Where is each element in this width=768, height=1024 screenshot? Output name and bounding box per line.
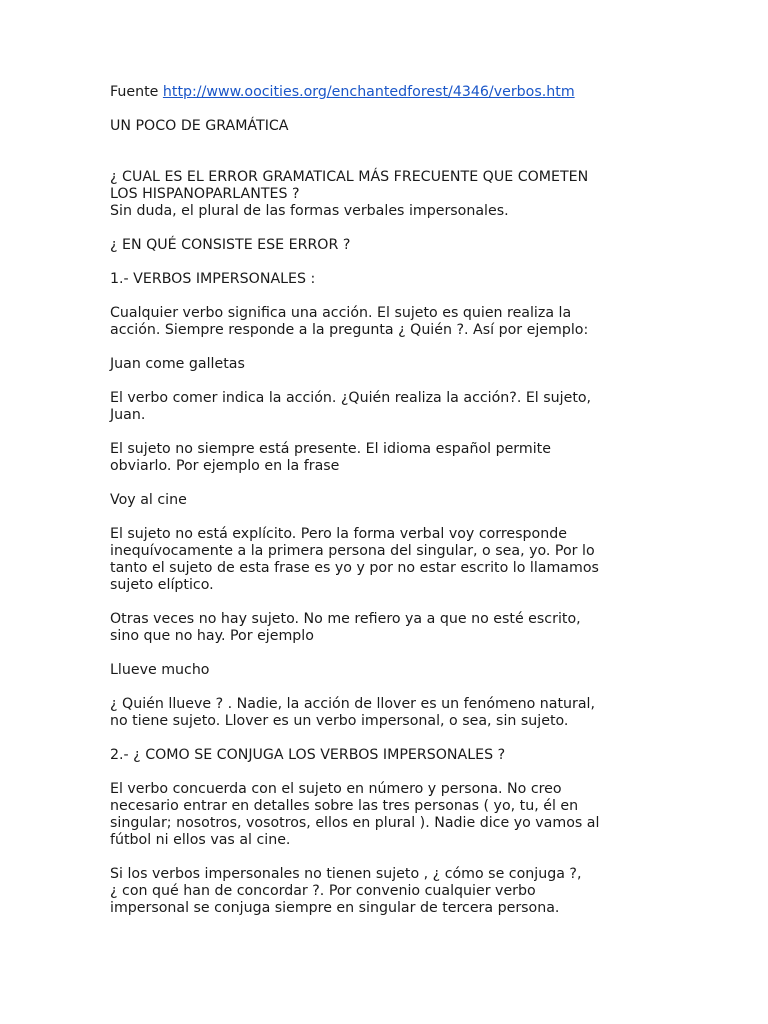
example-2: Voy al cine — [110, 492, 187, 508]
question-2: ¿ EN QUÉ CONSISTE ESE ERROR ? — [110, 237, 351, 253]
paragraph-4-line-3: tanto el sujeto de esta frase es yo y por no estar escrito lo llamamos — [110, 560, 599, 576]
paragraph-8 — [110, 866, 655, 917]
paragraph-1-line-1: Cualquier verbo significa una acción. El sujeto es quien realiza la — [110, 305, 572, 321]
paragraph-5-line-2: sino que no hay. Por ejemplo — [110, 628, 314, 644]
question-1-answer: Sin duda, el plural de las formas verbales impersonales. — [110, 203, 509, 219]
paragraph-7-line-2: necesario entrar en detalles sobre las tres personas ( yo, tu, él en — [110, 798, 579, 814]
paragraph-6 — [110, 696, 655, 730]
paragraph-1 — [110, 305, 655, 339]
paragraph-7-line-1: El verbo concuerda con el sujeto en número y persona. No creo — [110, 781, 562, 797]
paragraph-5 — [110, 611, 655, 645]
document-title: UN POCO DE GRAMÁTICA — [110, 118, 289, 134]
source-link[interactable]: http://www.oocities.org/enchantedforest/4346/verbos.htm — [162, 84, 575, 100]
paragraph-4-line-1: El sujeto no está explícito. Pero la forma verbal voy corresponde — [110, 526, 567, 542]
paragraph-5-line-1: Otras veces no hay sujeto. No me refiero ya a que no esté escrito, — [110, 611, 581, 627]
paragraph-7 — [110, 781, 655, 849]
section-2-heading: 2.- ¿ COMO SE CONJUGA LOS VERBOS IMPERSONALES ? — [110, 747, 506, 763]
question-1 — [110, 169, 655, 220]
paragraph-4 — [110, 526, 655, 594]
source-label: Fuente — [110, 84, 159, 100]
paragraph-3 — [110, 441, 655, 475]
source-line — [110, 84, 655, 101]
paragraph-6-line-1: ¿ Quién llueve ? . Nadie, la acción de llover es un fenómeno natural, — [110, 696, 595, 712]
paragraph-3-line-2: obviarlo. Por ejemplo en la frase — [110, 458, 340, 474]
paragraph-2-line-2: Juan. — [110, 407, 146, 423]
question-1-line-2: LOS HISPANOPARLANTES ? — [110, 186, 300, 202]
paragraph-2 — [110, 390, 655, 424]
paragraph-7-line-3: singular; nosotros, vosotros, ellos en plural ). Nadie dice yo vamos al — [110, 815, 600, 831]
paragraph-6-line-2: no tiene sujeto. Llover es un verbo impersonal, o sea, sin sujeto. — [110, 713, 569, 729]
paragraph-8-line-1: Si los verbos impersonales no tienen sujeto , ¿ cómo se conjuga ?, — [110, 866, 582, 882]
question-1-line-1: ¿ CUAL ES EL ERROR GRAMATICAL MÁS FRECUENTE QUE COMETEN — [110, 169, 589, 185]
paragraph-4-line-4: sujeto elíptico. — [110, 577, 214, 593]
paragraph-2-line-1: El verbo comer indica la acción. ¿Quién realiza la acción?. El sujeto, — [110, 390, 592, 406]
paragraph-4-line-2: inequívocamente a la primera persona del singular, o sea, yo. Por lo — [110, 543, 595, 559]
paragraph-8-line-3: impersonal se conjuga siempre en singular de tercera persona. — [110, 900, 560, 916]
example-1: Juan come galletas — [110, 356, 245, 372]
paragraph-3-line-1: El sujeto no siempre está presente. El idioma español permite — [110, 441, 551, 457]
paragraph-8-line-2: ¿ con qué han de concordar ?. Por convenio cualquier verbo — [110, 883, 536, 899]
paragraph-1-line-2: acción. Siempre responde a la pregunta ¿ Quién ?. Así por ejemplo: — [110, 322, 589, 338]
section-1-heading: 1.- VERBOS IMPERSONALES : — [110, 271, 316, 287]
spacer — [110, 152, 655, 169]
example-3: Llueve mucho — [110, 662, 210, 678]
paragraph-7-line-4: fútbol ni ellos vas al cine. — [110, 832, 291, 848]
document-page — [110, 84, 655, 917]
